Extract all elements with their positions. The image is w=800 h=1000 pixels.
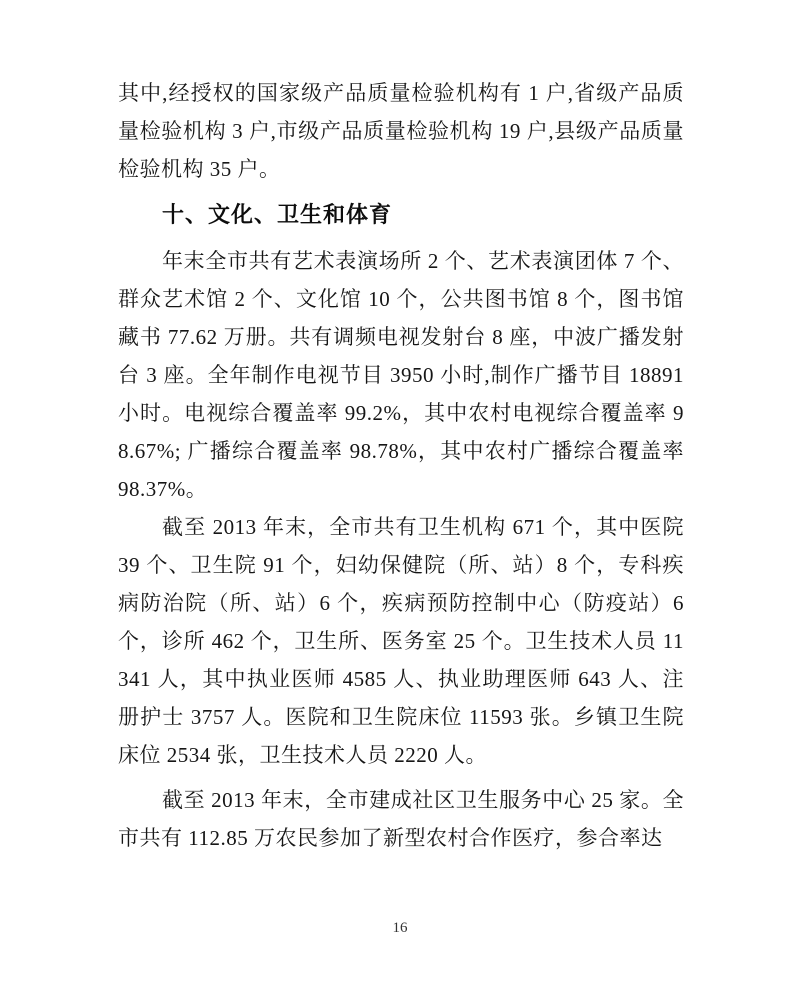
section-heading-culture-health-sports: 十、文化、卫生和体育 [162, 202, 393, 227]
paragraph-health-institution-stats: 截至 2013 年末，全市共有卫生机构 671 个，其中医院 39 个、卫生院 91 个，妇幼保健院（所、站）8 个，专科疾病防治院（所、站）6 个，疾病预防控制中心（防疫站）6 个，诊所 462 个，卫生所、医务室 25 个。卫生技术人员 11341 人，其中执业医师 4585 人、执业助理医师 643 人、注册护士 3757 人。医院和卫生院床位 11593 张。乡镇卫生院床位 2534 张，卫生技术人员 2220 人。 [118, 515, 684, 767]
paragraph-culture-broadcast-stats: 年末全市共有艺术表演场所 2 个、艺术表演团体 7 个、群众艺术馆 2 个、文化馆 10 个，公共图书馆 8 个，图书馆藏书 77.62 万册。共有调频电视发射台 8 座，中波广播发射台 3 座。全年制作电视节目 3950 小时,制作广播节目 18891 小时。电视综合覆盖率 99.2%，其中农村电视综合覆盖率 98.67%; 广播综合覆盖率 98.78%，其中农村广播综合覆盖率 98.37%。 [118, 249, 684, 501]
page-content [118, 74, 684, 857]
page-number: 16 [392, 920, 408, 936]
paragraph-quality-inspection: 其中,经授权的国家级产品质量检验机构有 1 户,省级产品质量检验机构 3 户,市级产品质量检验机构 19 户,县级产品质量检验机构 35 户。 [118, 81, 684, 181]
paragraph-community-health-stats: 截至 2013 年末，全市建成社区卫生服务中心 25 家。全市共有 112.85 万农民参加了新型农村合作医疗，参合率达 [118, 788, 684, 850]
